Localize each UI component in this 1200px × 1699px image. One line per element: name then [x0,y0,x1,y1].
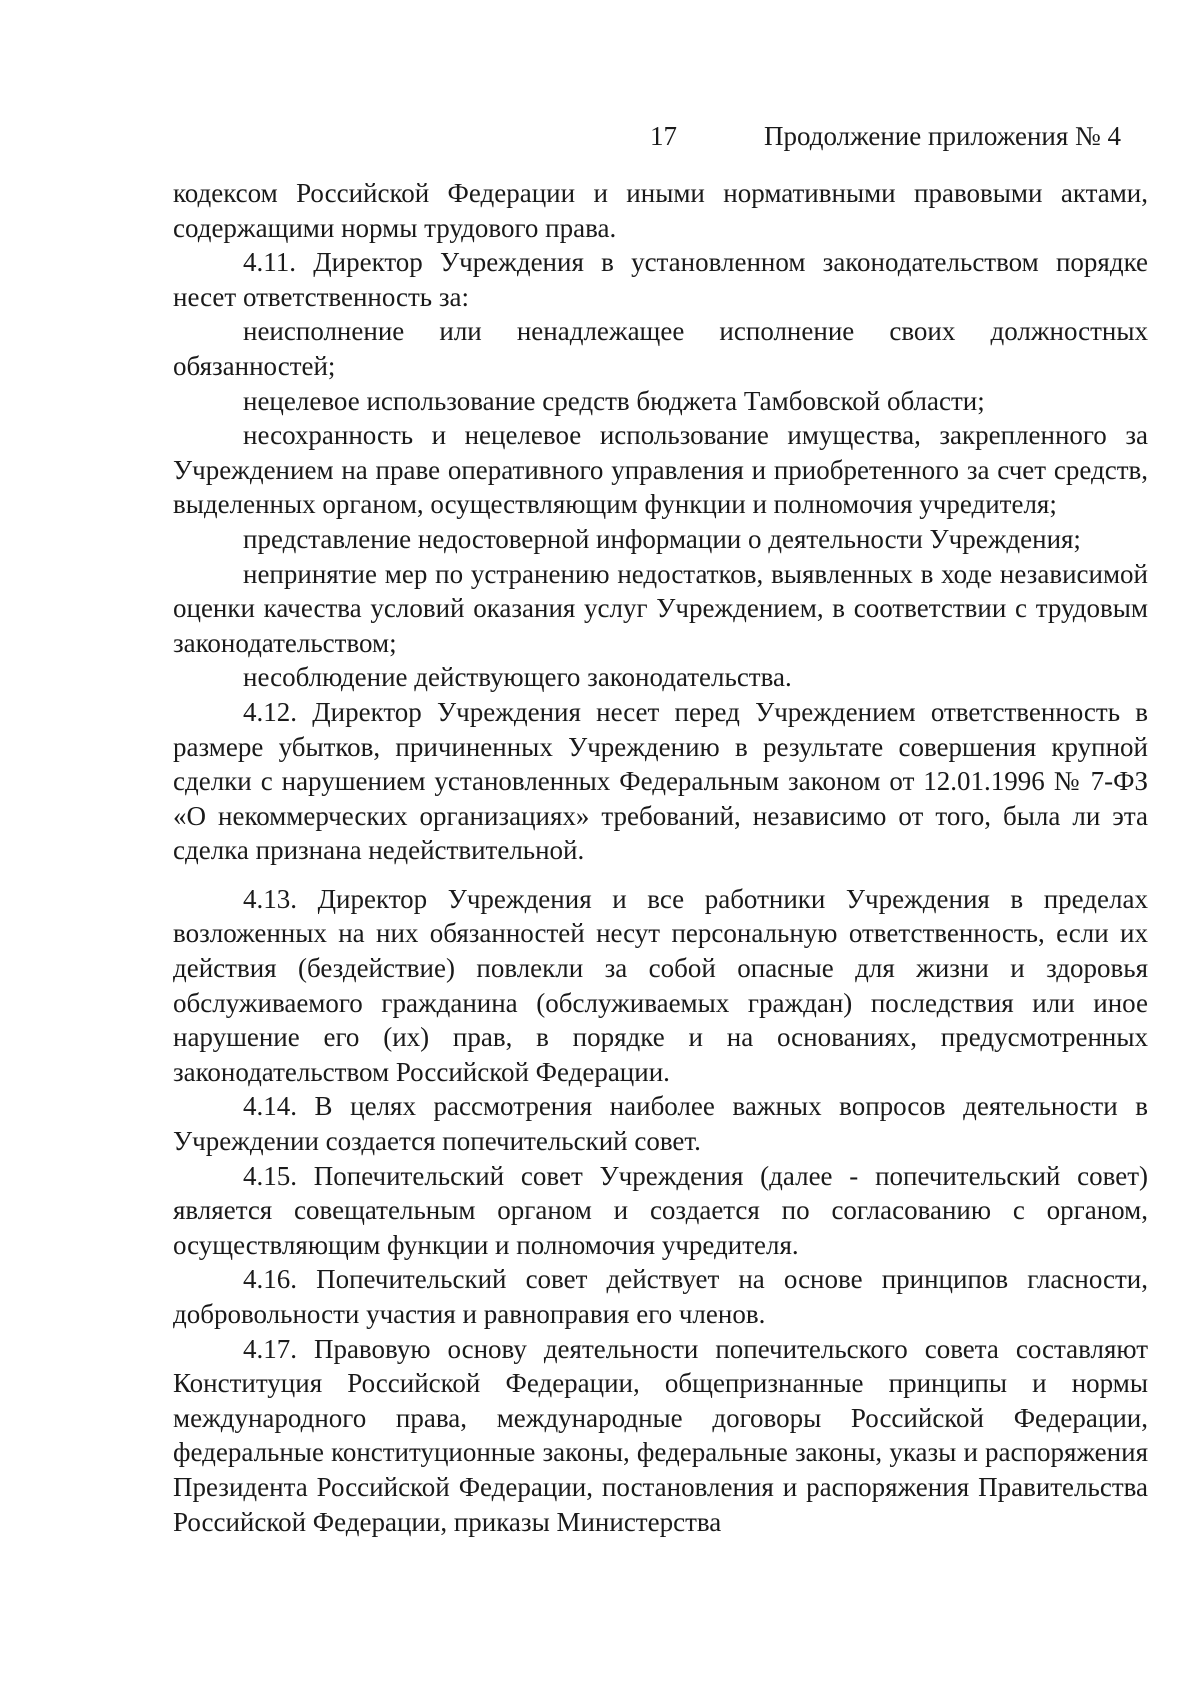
paragraph-4-12: 4.12. Директор Учреждения несет перед Учреждением ответственность в размере убытков, причиненных Учреждению в результате совершения крупной сделки с нарушением установленных Федеральным законом от 12.01.1996 № 7-ФЗ «О некоммерческих организациях» требований, независимо от того, была ли эта сделка признана недействительной. [173,696,1148,866]
list-item-property: несохранность и нецелевое использование имущества, закрепленного за Учреждением на праве оперативного управления и приобретенного за счет средств, выделенных органом, осуществляющим функции и полномочия учредителя; [173,420,1148,520]
paragraph-4-16: 4.16. Попечительский совет действует на основе принципов гласности, добровольности участия и равноправия его членов. [173,1264,1148,1329]
page-number: 17 [650,121,677,151]
list-item-deficiencies: непринятие мер по устранению недостатков, выявленных в ходе независимой оценки качества условий оказания услуг Учреждением, в соответствии с трудовым законодательством; [173,558,1148,658]
list-item-nonperformance: неисполнение или ненадлежащее исполнение своих должностных обязанностей; [173,316,1148,381]
header-caption: Продолжение приложения № 4 [764,121,1122,151]
list-item-law-noncompliance: несоблюдение действующего законодательства. [243,662,792,693]
list-item-budget-misuse: нецелевое использование средств бюджета Тамбовской области; [243,385,985,416]
paragraph-continuation: кодексом Российской Федерации и иными нормативными правовыми актами, содержащими нормы трудового права. [173,178,1148,243]
paragraph-4-11: 4.11. Директор Учреждения в установленном законодательством порядке несет ответственность за: [173,247,1148,312]
page-header [0,118,1200,154]
list-item-false-information: представление недостоверной информации о деятельности Учреждения; [243,523,1081,554]
paragraph-4-14: 4.14. В целях рассмотрения наиболее важных вопросов деятельности в Учреждении создается попечительский совет. [173,1091,1148,1157]
paragraph-4-13: 4.13. Директор Учреждения и все работники Учреждения в пределах возложенных на них обязанностей несут персональную ответственность, если их действия (бездействие) повлекли за собой опасные для жизни и здоровья обслуживаемого гражданина (обслуживаемых граждан) последствия или иное нарушение его (их) прав, в порядке и на основаниях, предусмотренных законодательством Российской Федерации. [173,883,1148,1087]
paragraph-4-17: 4.17. Правовую основу деятельности попечительского совета составляют Конституция Российской Федерации, общепризнанные принципы и нормы международного права, международные договоры Российской Федерации, федеральные конституционные законы, федеральные законы, указы и распоряжения Президента Российской Федерации, постановления и распоряжения Правительства Российской Федерации, приказы Министерства [173,1333,1148,1537]
document-body [173,176,1148,1539]
paragraph-4-15: 4.15. Попечительский совет Учреждения (далее - попечительский совет) является совещательным органом и создается по согласованию с органом, осуществляющим функции и полномочия учредителя. [173,1160,1148,1260]
